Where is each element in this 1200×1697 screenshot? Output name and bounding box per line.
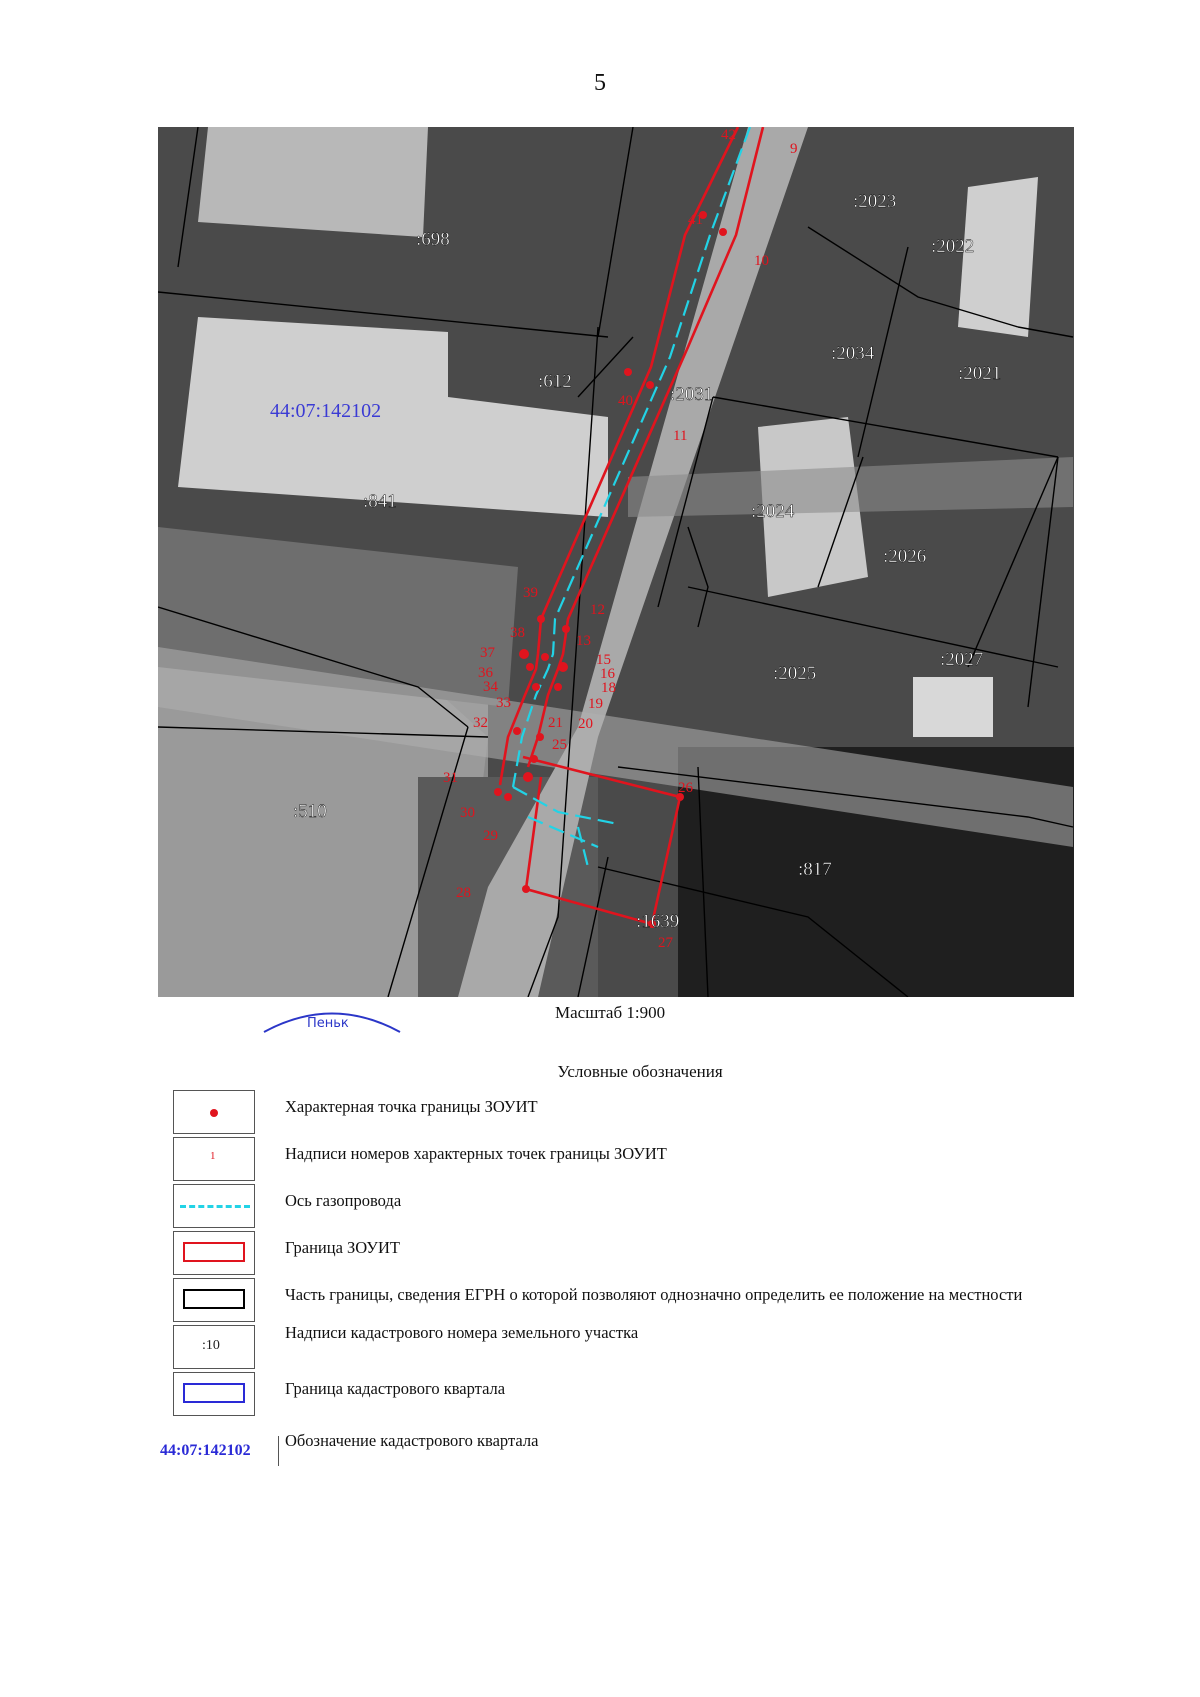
svg-text::2026: :2026 (883, 546, 927, 567)
svg-text:34: 34 (483, 679, 498, 695)
svg-text::2025: :2025 (773, 663, 817, 684)
map-scale: Масштаб 1:900 (555, 1003, 666, 1022)
svg-text:40: 40 (618, 393, 633, 409)
svg-text:27: 27 (658, 935, 673, 951)
svg-text:21: 21 (548, 715, 563, 731)
svg-text:39: 39 (523, 585, 538, 601)
svg-text:9: 9 (790, 141, 798, 157)
black-rect-icon (183, 1289, 245, 1309)
page-number: 5 (594, 70, 606, 96)
legend-item: Часть границы, сведения ЕГРН о которой позволяют однозначно определить ее положение на местности (173, 1278, 1073, 1324)
svg-text::1639: :1639 (636, 911, 680, 932)
svg-text:16: 16 (600, 666, 615, 682)
legend-item: :10 Надписи кадастрового номера земельного участка (173, 1325, 1073, 1371)
svg-text:10: 10 (754, 253, 769, 269)
blue-rect-icon (183, 1383, 245, 1403)
svg-text:33: 33 (496, 695, 511, 711)
building (913, 677, 993, 737)
svg-text:30: 30 (460, 805, 475, 821)
svg-text:15: 15 (596, 652, 611, 668)
legend-item: Граница кадастрового квартала (173, 1372, 1073, 1418)
svg-text:36: 36 (478, 665, 493, 681)
svg-text:41: 41 (688, 212, 703, 228)
svg-text:20: 20 (578, 716, 593, 732)
svg-text:25: 25 (552, 737, 567, 753)
quarter-label: 44:07:142102 (270, 400, 382, 422)
svg-text:28: 28 (456, 885, 471, 901)
red-dot-icon (210, 1109, 218, 1117)
cyan-dash-line-icon (180, 1205, 250, 1208)
svg-text:26: 26 (678, 780, 693, 796)
point-number-sample: 1 (210, 1150, 216, 1162)
svg-text:18: 18 (601, 680, 616, 696)
svg-text::841: :841 (363, 491, 397, 512)
svg-text::817: :817 (798, 859, 832, 880)
stamp (262, 1005, 402, 1033)
cadastral-map (158, 127, 1074, 997)
legend-title: Условные обозначения (557, 1062, 723, 1081)
svg-text:12: 12 (590, 602, 605, 618)
svg-text:37: 37 (480, 645, 495, 661)
building (198, 127, 428, 237)
legend-item: 1 Надписи номеров характерных точек границы ЗОУИТ (173, 1137, 1073, 1183)
svg-text:11: 11 (673, 428, 688, 444)
legend-item: Характерная точка границы ЗОУИТ (173, 1090, 1073, 1136)
svg-text:Пеньк: Пеньк (307, 1016, 349, 1031)
svg-text:19: 19 (588, 696, 603, 712)
svg-text:13: 13 (576, 633, 591, 649)
svg-text::2027: :2027 (940, 649, 984, 670)
svg-text::510: :510 (293, 801, 327, 822)
svg-text::2023: :2023 (853, 191, 897, 212)
svg-text::2021: :2021 (958, 363, 1002, 384)
parcel-number-sample: :10 (202, 1338, 220, 1353)
svg-text:29: 29 (483, 828, 498, 844)
svg-text:42: 42 (721, 127, 736, 143)
svg-text::2024: :2024 (751, 501, 795, 522)
quarter-label-sample: 44:07:142102 (160, 1436, 279, 1466)
svg-text::2022: :2022 (931, 236, 975, 257)
legend-item: Ось газопровода (173, 1184, 1073, 1230)
red-rect-icon (183, 1242, 245, 1262)
svg-text::698: :698 (416, 229, 450, 250)
svg-text::612: :612 (538, 371, 572, 392)
svg-text::2031: :2031 (670, 384, 714, 405)
svg-text:38: 38 (510, 625, 525, 641)
svg-text:31: 31 (443, 770, 458, 786)
svg-text::2034: :2034 (831, 343, 875, 364)
legend-item: Граница ЗОУИТ (173, 1231, 1073, 1277)
legend-item: Обозначение кадастрового квартала (285, 1431, 539, 1450)
svg-text:32: 32 (473, 715, 488, 731)
